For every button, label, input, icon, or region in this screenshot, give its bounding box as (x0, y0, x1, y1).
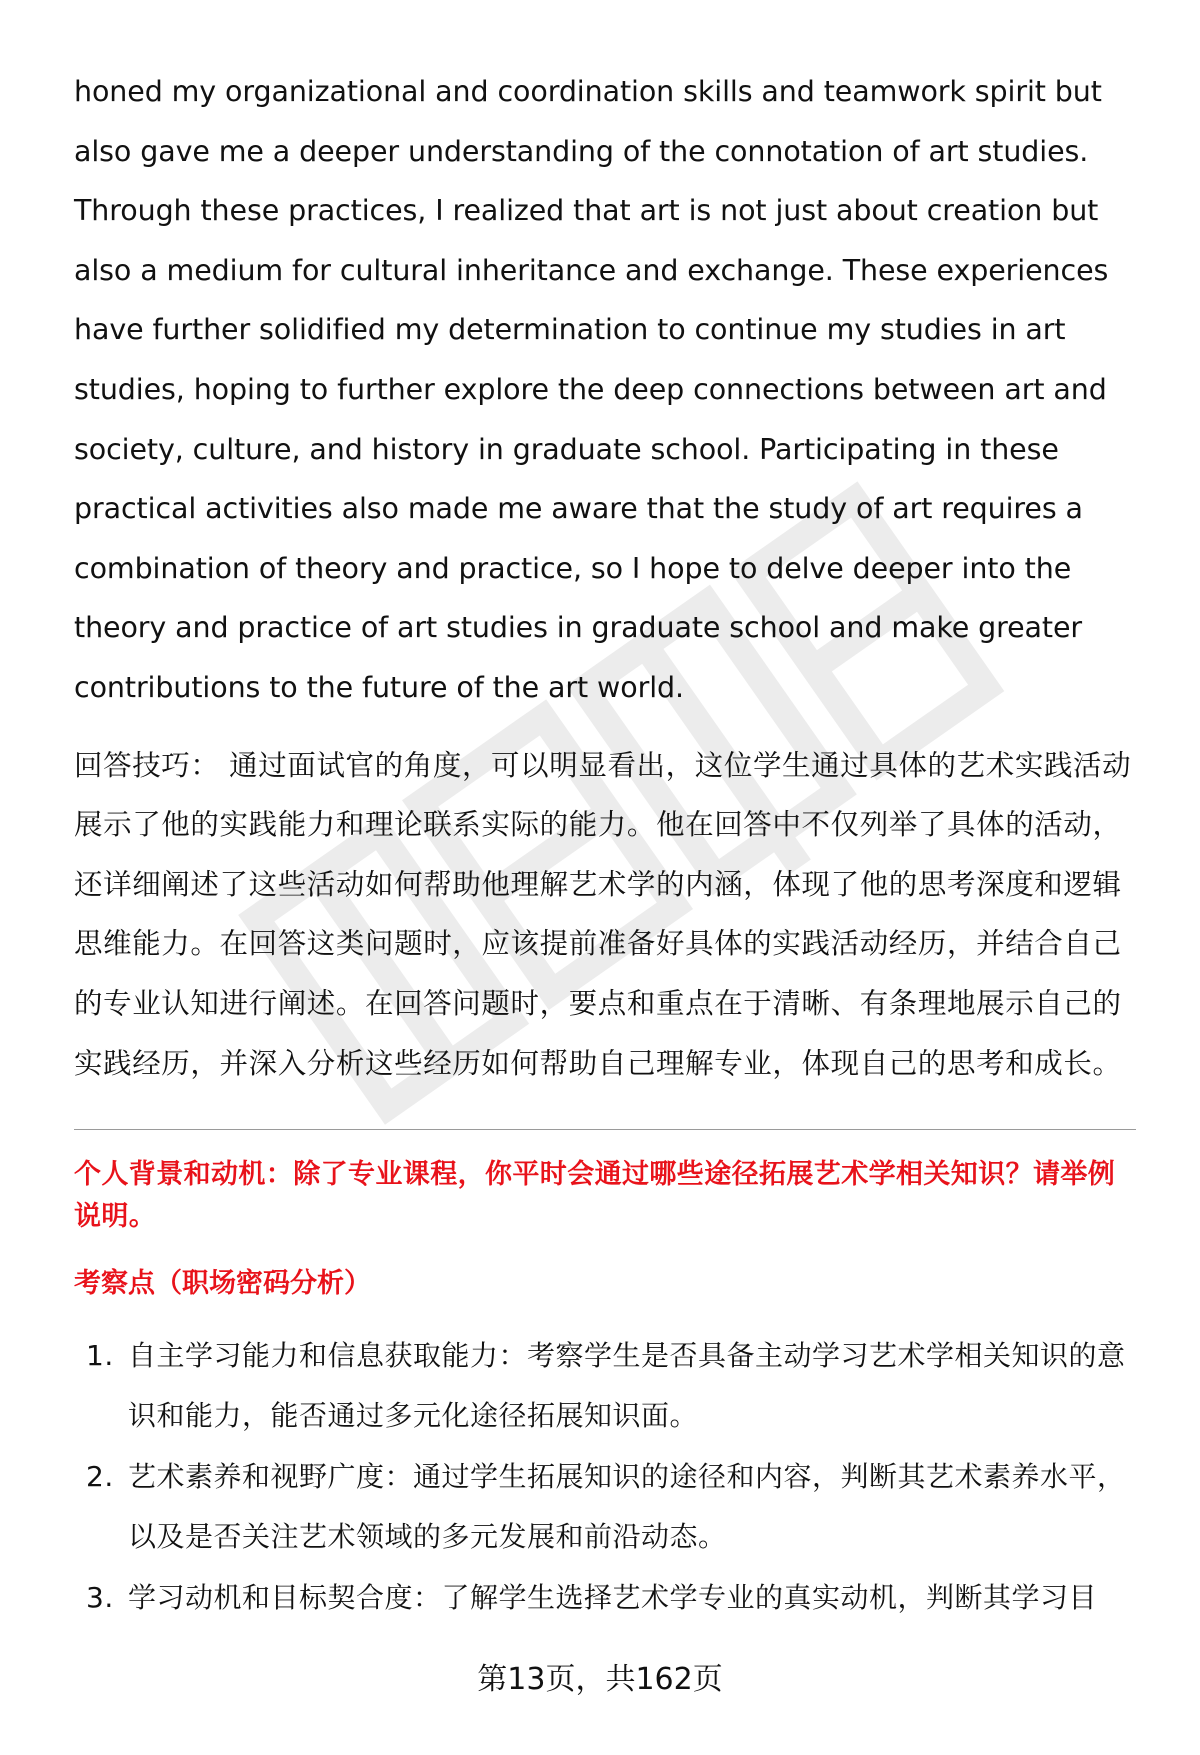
list-item-number: 1. (86, 1339, 114, 1373)
list-item-text: 学习动机和目标契合度：了解学生选择艺术学专业的真实动机，判断其学习目 (128, 1581, 1098, 1615)
list-item-text: 艺术素养和视野广度：通过学生拓展知识的途径和内容，判断其艺术素养水平，以及是否关注艺术领域的多元发展和前沿动态。 (128, 1460, 1126, 1553)
section-title: 考察点（职场密码分析） (74, 1268, 371, 1300)
list-item (74, 1326, 1136, 1445)
list-item (74, 1447, 1136, 1566)
page-content (74, 62, 1136, 1630)
list-item-text: 自主学习能力和信息获取能力：考察学生是否具备主动学习艺术学相关知识的意识和能力，能否通过多元化途径拓展知识面。 (128, 1339, 1126, 1432)
assessment-points-list (74, 1326, 1136, 1628)
list-item-number: 2. (86, 1460, 114, 1494)
answer-tip-paragraph: 回答技巧： 通过面试官的角度，可以明显看出，这位学生通过具体的艺术实践活动展示了他的实践能力和理论联系实际的能力。他在回答中不仅列举了具体的活动，还详细阐述了这些活动如何帮助他理解艺术学的内涵，体现了他的思考深度和逻辑思维能力。在回答这类问题时，应该提前准备好具体的实践活动经历，并结合自己的专业认知进行阐述。在回答问题时，要点和重点在于清晰、有条理地展示自己的实践经历，并深入分析这些经历如何帮助自己理解专业，体现自己的思考和成长。 (74, 748, 1132, 1080)
list-item-number: 3. (86, 1581, 114, 1615)
page-number-footer: 第13页，共162页 (477, 1662, 723, 1697)
english-paragraph: honed my organizational and coordination skills and teamwork spirit but also gave me a deeper understanding of the connotation of art studies. Through these practices, I realized that art is not just about creation but also a medium for cultural inheritance and exchange. These experiences have further solidified my determination to continue my studies in art studies, hoping to further explore the deep connections between art and society, culture, and history in graduate school. Participating in these practical activities also made me aware that the study of art requires a combination of theory and practice, so I hope to delve deeper into the theory and practice of art studies in graduate school and make greater contributions to the future of the art world. (74, 75, 1109, 704)
question-heading: 个人背景和动机：除了专业课程，你平时会通过哪些途径拓展艺术学相关知识？请举例说明。 (74, 1159, 1116, 1233)
list-item (74, 1568, 1136, 1628)
section-divider (74, 1129, 1136, 1130)
